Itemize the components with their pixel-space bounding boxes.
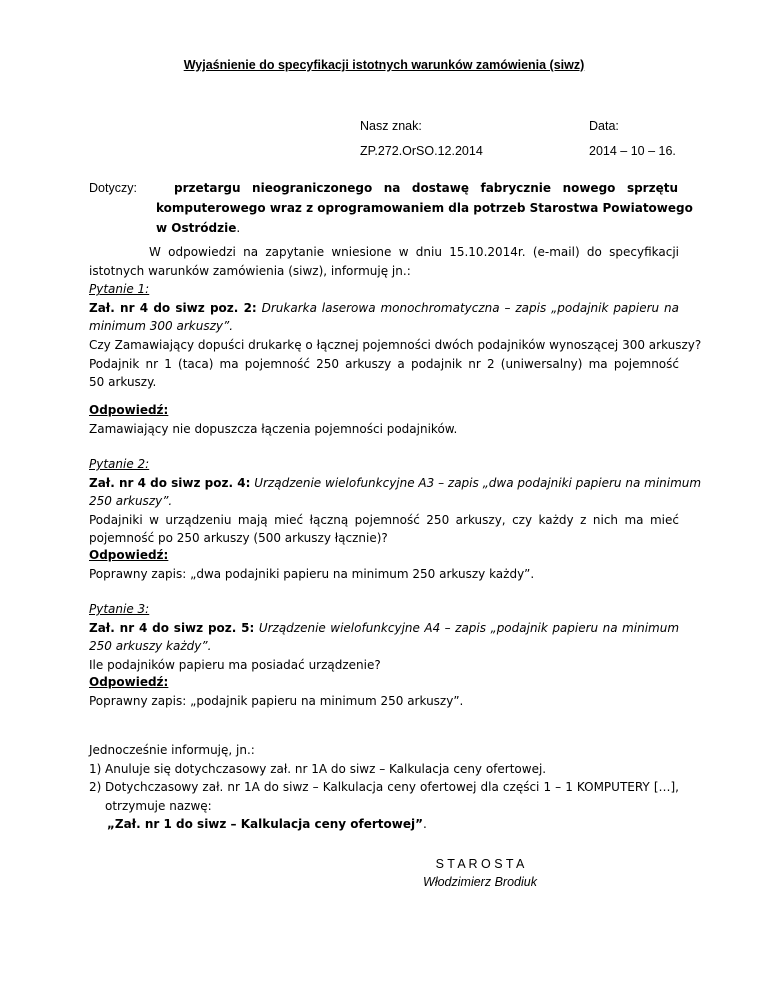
list-item	[89, 760, 679, 779]
info-list	[89, 760, 679, 834]
dotyczy-block	[156, 178, 693, 238]
q1-text-line-2: Podajnik nr 1 (taca) ma pojemność 250 arkuszy a podajnik nr 2 (uniwersalny) ma pojemność	[89, 356, 679, 371]
q3-item-line-2: 250 arkuszy każdy”.	[89, 639, 212, 654]
q2-item-line-1: Urządzenie wielofunkcyjne A3 – zapis „dwa podajniki papieru na minimum	[254, 475, 702, 490]
q1-heading: Pytanie 1:	[89, 282, 150, 297]
a1-heading: Odpowiedź:	[89, 403, 169, 417]
a2-text: Poprawny zapis: „dwa podajniki papieru na minimum 250 arkuszy każdy”.	[89, 566, 535, 581]
answer-1	[89, 401, 679, 438]
q1-text-line-3: 50 arkuszy.	[89, 375, 157, 390]
q2-ref: Zał. nr 4 do siwz poz. 4:	[89, 475, 251, 490]
q2-text-line-1: Podajniki w urządzeniu mają mieć łączną pojemność 250 arkuszy, czy każdy z nich ma mieć	[89, 512, 679, 527]
q2-text-line-2: pojemność po 250 arkuszy (500 arkuszy łącznie)?	[89, 531, 388, 546]
answer-3	[89, 673, 679, 710]
intro-line-2: istotnych warunków zamówienia (siwz), informuję jn.:	[89, 263, 411, 278]
a3-text: Poprawny zapis: „podajnik papieru na minimum 250 arkuszy”.	[89, 693, 464, 708]
q2-item-line-2: 250 arkuszy”.	[89, 494, 173, 509]
list-item-line: Anuluje się dotychczasowy zał. nr 1A do siwz – Kalkulacja ceny ofertowej.	[105, 761, 547, 776]
list-item-number: 2)	[89, 780, 102, 795]
dotyczy-line-2: komputerowego wraz z oprogramowaniem dla potrzeb Starostwa Powiatowego	[156, 201, 693, 215]
list-item-line: Dotychczasowy zał. nr 1A do siwz – Kalkulacja ceny ofertowej dla części 1 – 1 KOMPUTERY […],	[105, 780, 679, 795]
dotyczy-line-1: przetargu nieograniczonego na dostawę fabrycznie nowego sprzętu	[174, 181, 678, 195]
dotyczy-line-3: w Ostródzie	[156, 221, 237, 235]
document-title: Wyjaśnienie do specyfikacji istotnych warunków zamówienia (siwz)	[183, 58, 585, 72]
question-3	[89, 600, 679, 674]
q1-ref: Zał. nr 4 do siwz poz. 2:	[89, 300, 257, 315]
signature-name: Włodzimierz Brodiuk	[423, 875, 537, 889]
date-label: Data:	[589, 119, 619, 133]
q1-text-line-1: Czy Zamawiający dopuści drukarkę o łącznej pojemności dwóch podajników wynoszącej 300 arkuszy?	[89, 337, 702, 352]
q3-heading: Pytanie 3:	[89, 602, 150, 616]
list-item-number: 1)	[89, 761, 102, 776]
q1-item-line-2: minimum 300 arkuszy”.	[89, 319, 234, 334]
a3-heading: Odpowiedź:	[89, 675, 169, 689]
a2-heading: Odpowiedź:	[89, 548, 169, 562]
dotyczy-dot: .	[236, 221, 241, 235]
dotyczy-label: Dotyczy:	[89, 181, 137, 195]
date-value: 2014 – 10 – 16.	[589, 144, 676, 158]
q1-item-line-1: Drukarka laserowa monochromatyczna – zapis „podajnik papieru na	[261, 300, 679, 315]
also-text: Jednocześnie informuję, jn.:	[89, 743, 255, 757]
attachment-name: „Zał. nr 1 do siwz – Kalkulacja ceny ofertowej”	[107, 817, 424, 832]
attachment-dot: .	[423, 817, 427, 832]
q3-ref: Zał. nr 4 do siwz poz. 5:	[89, 620, 255, 635]
ref-value: ZP.272.OrSO.12.2014	[360, 144, 483, 158]
list-item-line: otrzymuje nazwę:	[105, 798, 212, 813]
a1-text: Zamawiający nie dopuszcza łączenia pojemności podajników.	[89, 421, 458, 436]
additional-info	[89, 741, 679, 834]
q3-text: Ile podajników papieru ma posiadać urządzenie?	[89, 657, 381, 672]
list-item	[89, 778, 679, 834]
signature-title: S T A R O S T A	[435, 857, 525, 871]
question-2	[89, 455, 702, 548]
intro	[89, 243, 702, 392]
q2-heading: Pytanie 2:	[89, 457, 150, 471]
ref-label: Nasz znak:	[360, 119, 422, 133]
intro-line-1: W odpowiedzi na zapytanie wniesione w dniu 15.10.2014r. (e-mail) do specyfikacji	[149, 245, 679, 259]
answer-2	[89, 546, 679, 583]
q3-item-line-1: Urządzenie wielofunkcyjne A4 – zapis „podajnik papieru na minimum	[258, 620, 680, 635]
